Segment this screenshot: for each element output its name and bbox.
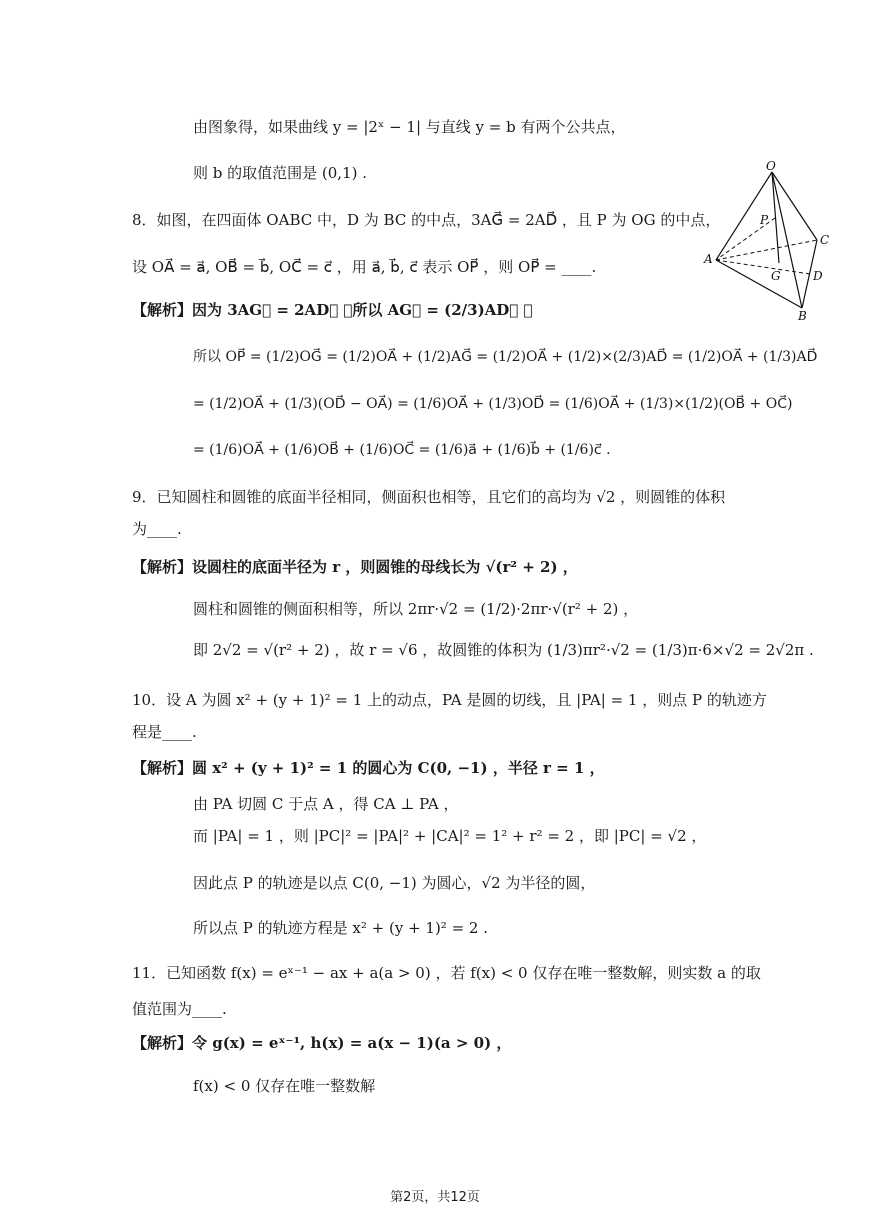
question-10-line: 程是____. (132, 723, 197, 741)
question-8-line: 设 OA⃗ = a⃗, OB⃗ = b⃗, OC⃗ = c⃗ ，用 a⃗, b⃗, c⃗ 表示 OP⃗ ，则 OP⃗ = ____. (132, 258, 597, 276)
question-11-line: 11．已知函数 f(x) = eˣ⁻¹ − ax + a(a > 0) ，若 f(x) < 0 仅存在唯一整数解，则实数 a 的取 (132, 964, 761, 982)
solution-9-line: 【解析】设圆柱的底面半径为 r ，则圆锥的母线长为 √(r² + 2) ， (132, 558, 578, 576)
page-footer: 第2页，共12页 (390, 1190, 480, 1205)
label-B: B (798, 309, 807, 323)
label-A: A (704, 252, 713, 266)
solution-11-line: f(x) < 0 仅存在唯一整数解 (193, 1077, 376, 1095)
text-line: 则 b 的取值范围是 (0,1) . (193, 164, 368, 182)
solution-8-line: = (1/2)OA⃗ + (1/3)(OD⃗ − OA⃗) = (1/6)OA⃗ + (1/3)OD⃗ = (1/6)OA⃗ + (1/3)×(1/2)(OB⃗ + OC⃗) (193, 396, 793, 412)
tetrahedron-figure (700, 160, 850, 325)
label-O: O (766, 160, 776, 173)
solution-9-line: 圆柱和圆锥的侧面积相等，所以 2πr·√2 = (1/2)·2πr·√(r² + 2) ， (193, 600, 639, 618)
solution-8-line: = (1/6)OA⃗ + (1/6)OB⃗ + (1/6)OC⃗ = (1/6)a⃗ + (1/6)b⃗ + (1/6)c⃗ . (193, 442, 611, 458)
label-D: D (813, 269, 823, 283)
solution-8-line: 【解析】因为 3AG⃗ = 2AD⃗ ，所以 AG⃗ = (2/3)AD⃗ ， (132, 301, 533, 319)
text-line: 由图象得，如果曲线 y = |2ˣ − 1| 与直线 y = b 有两个公共点， (193, 118, 626, 136)
solution-9-line: 即 2√2 = √(r² + 2) ，故 r = √6 ，故圆锥的体积为 (1/3)πr²·√2 = (1/3)π·6×√2 = 2√2π . (193, 641, 814, 659)
question-9-line: 9．已知圆柱和圆锥的底面半径相同，侧面积也相等，且它们的高均为 √2 ，则圆锥的体积 (132, 488, 726, 506)
question-8-line: 8．如图，在四面体 OABC 中，D 为 BC 的中点，3AG⃗ = 2AD⃗ ，且 P 为 OG 的中点， (132, 211, 721, 229)
solution-10-line: 所以点 P 的轨迹方程是 x² + (y + 1)² = 2 . (193, 919, 488, 937)
solution-10-line: 【解析】圆 x² + (y + 1)² = 1 的圆心为 C(0, −1) ，半径 r = 1 ， (132, 759, 605, 777)
question-9-line: 为____. (132, 520, 182, 538)
label-C: C (820, 233, 830, 247)
solution-10-line: 因此点 P 的轨迹是以点 C(0, −1) 为圆心，√2 为半径的圆， (193, 874, 596, 892)
solution-8-line: 所以 OP⃗ = (1/2)OG⃗ = (1/2)OA⃗ + (1/2)AG⃗ = (1/2)OA⃗ + (1/2)×(2/3)AD⃗ = (1/2)OA⃗ + (1/3)AD⃗ (193, 349, 818, 365)
question-11-line: 值范围为____. (132, 1000, 227, 1018)
label-G: G (771, 269, 781, 283)
solution-10-line: 由 PA 切圆 C 于点 A ，得 CA ⊥ PA ， (193, 795, 459, 813)
edge-OC (772, 172, 817, 240)
edge-OB (772, 172, 802, 308)
solution-11-line: 【解析】令 g(x) = eˣ⁻¹, h(x) = a(x − 1)(a > 0) ， (132, 1034, 512, 1052)
label-P: P (760, 213, 769, 227)
solution-10-line: 而 |PA| = 1 ，则 |PC|² = |PA|² + |CA|² = 1² + r² = 2 ，即 |PC| = √2 ， (193, 827, 707, 845)
question-10-line: 10．设 A 为圆 x² + (y + 1)² = 1 上的动点，PA 是圆的切线，且 |PA| = 1 ，则点 P 的轨迹方 (132, 691, 767, 709)
edge-AB (716, 260, 802, 308)
edge-AC (716, 240, 817, 260)
segment-AD (716, 260, 810, 274)
